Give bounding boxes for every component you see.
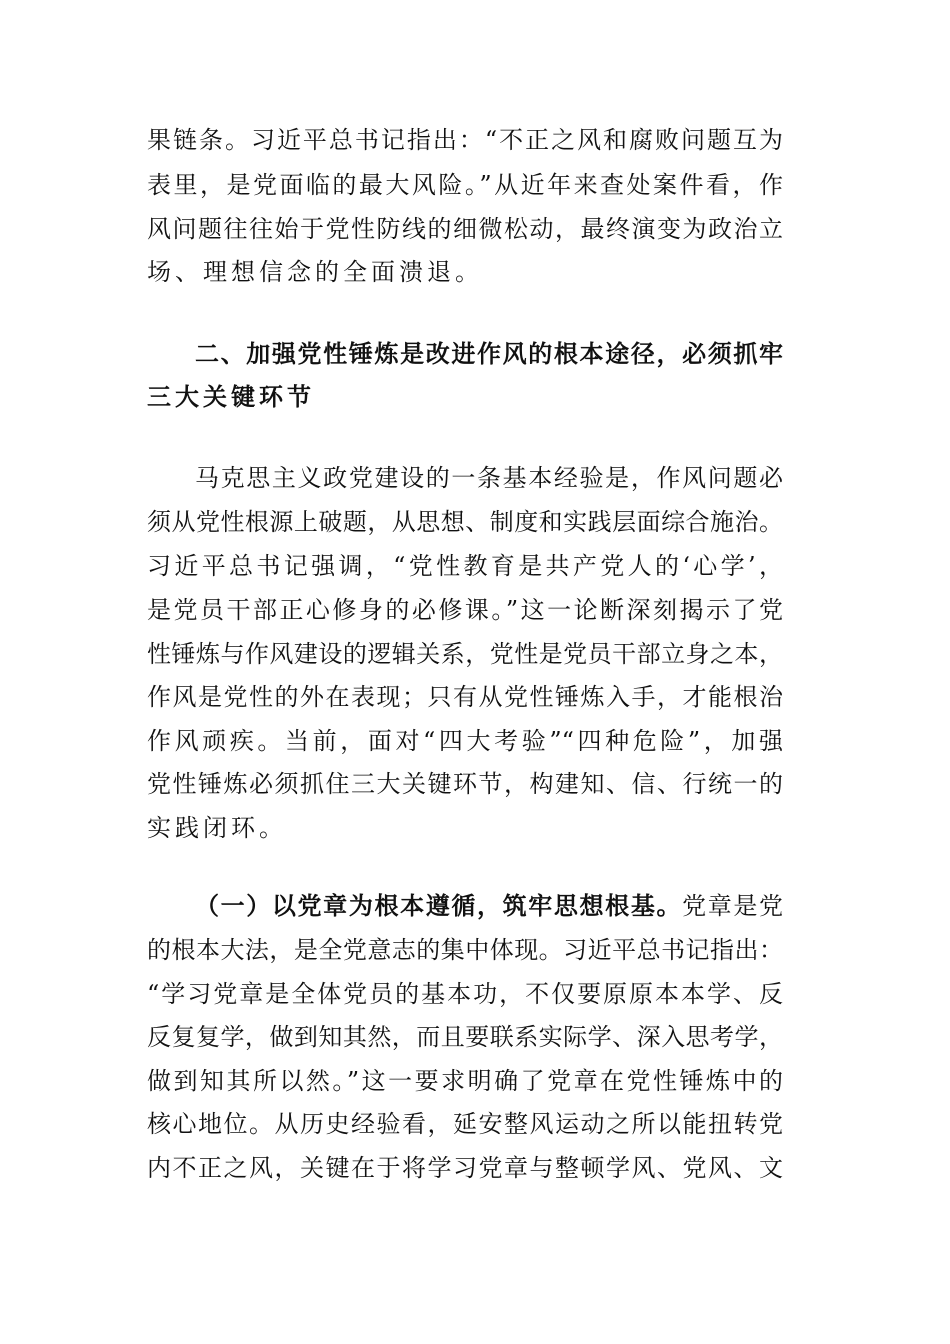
text-line: 表里，是党面临的最大风险。”从近年来查处案件看，作: [147, 171, 783, 199]
text-line: 实践闭环。: [147, 814, 287, 842]
text-line: 性锤炼与作风建设的逻辑关系，党性是党员干部立身之本，: [147, 640, 783, 668]
lead-text: 党章是党: [682, 892, 784, 920]
subheading-lead: （一）以党章为根本遵循，筑牢思想根基。: [195, 891, 683, 920]
text-line: [195, 889, 783, 923]
text-line: 作风顽疾。当前，面对“四大考验”“四种危险”，加强: [147, 727, 783, 755]
text-line: 内不正之风，关键在于将学习党章与整顿学风、党风、文: [147, 1154, 783, 1182]
heading-line: 三大关键环节: [147, 382, 315, 411]
text-line: “学习党章是全体党员的基本功，不仅要原原本本学、反: [147, 980, 783, 1008]
text-line: 核心地位。从历史经验看，延安整风运动之所以能扭转党: [147, 1110, 783, 1138]
text-line: 党性锤炼必须抓住三大关键环节，构建知、信、行统一的: [147, 770, 783, 798]
text-line: 场、理想信念的全面溃退。: [147, 258, 483, 286]
text-line: 的根本大法，是全党意志的集中体现。习近平总书记指出：: [147, 936, 783, 964]
text-line: 反复复学，做到知其然，而且要联系实际学、深入思考学，: [147, 1023, 783, 1051]
text-line: 做到知其所以然。”这一要求明确了党章在党性锤炼中的: [147, 1067, 783, 1095]
text-line: 马克思主义政党建设的一条基本经验是，作风问题必: [195, 464, 783, 492]
text-line: 果链条。习近平总书记指出：“不正之风和腐败问题互为: [147, 126, 783, 154]
text-line: 须从党性根源上破题，从思想、制度和实践层面综合施治。: [147, 508, 783, 536]
text-line: 是党员干部正心修身的必修课。”这一论断深刻揭示了党: [147, 596, 783, 624]
heading-line: 二、加强党性锤炼是改进作风的根本途径，必须抓牢: [195, 339, 783, 368]
text-line: 风问题往往始于党性防线的细微松动，最终演变为政治立: [147, 215, 783, 243]
text-line: 作风是党性的外在表现；只有从党性锤炼入手，才能根治: [147, 683, 783, 711]
text-line: 习近平总书记强调，“党性教育是共产党人的‘心学’，: [147, 552, 783, 580]
